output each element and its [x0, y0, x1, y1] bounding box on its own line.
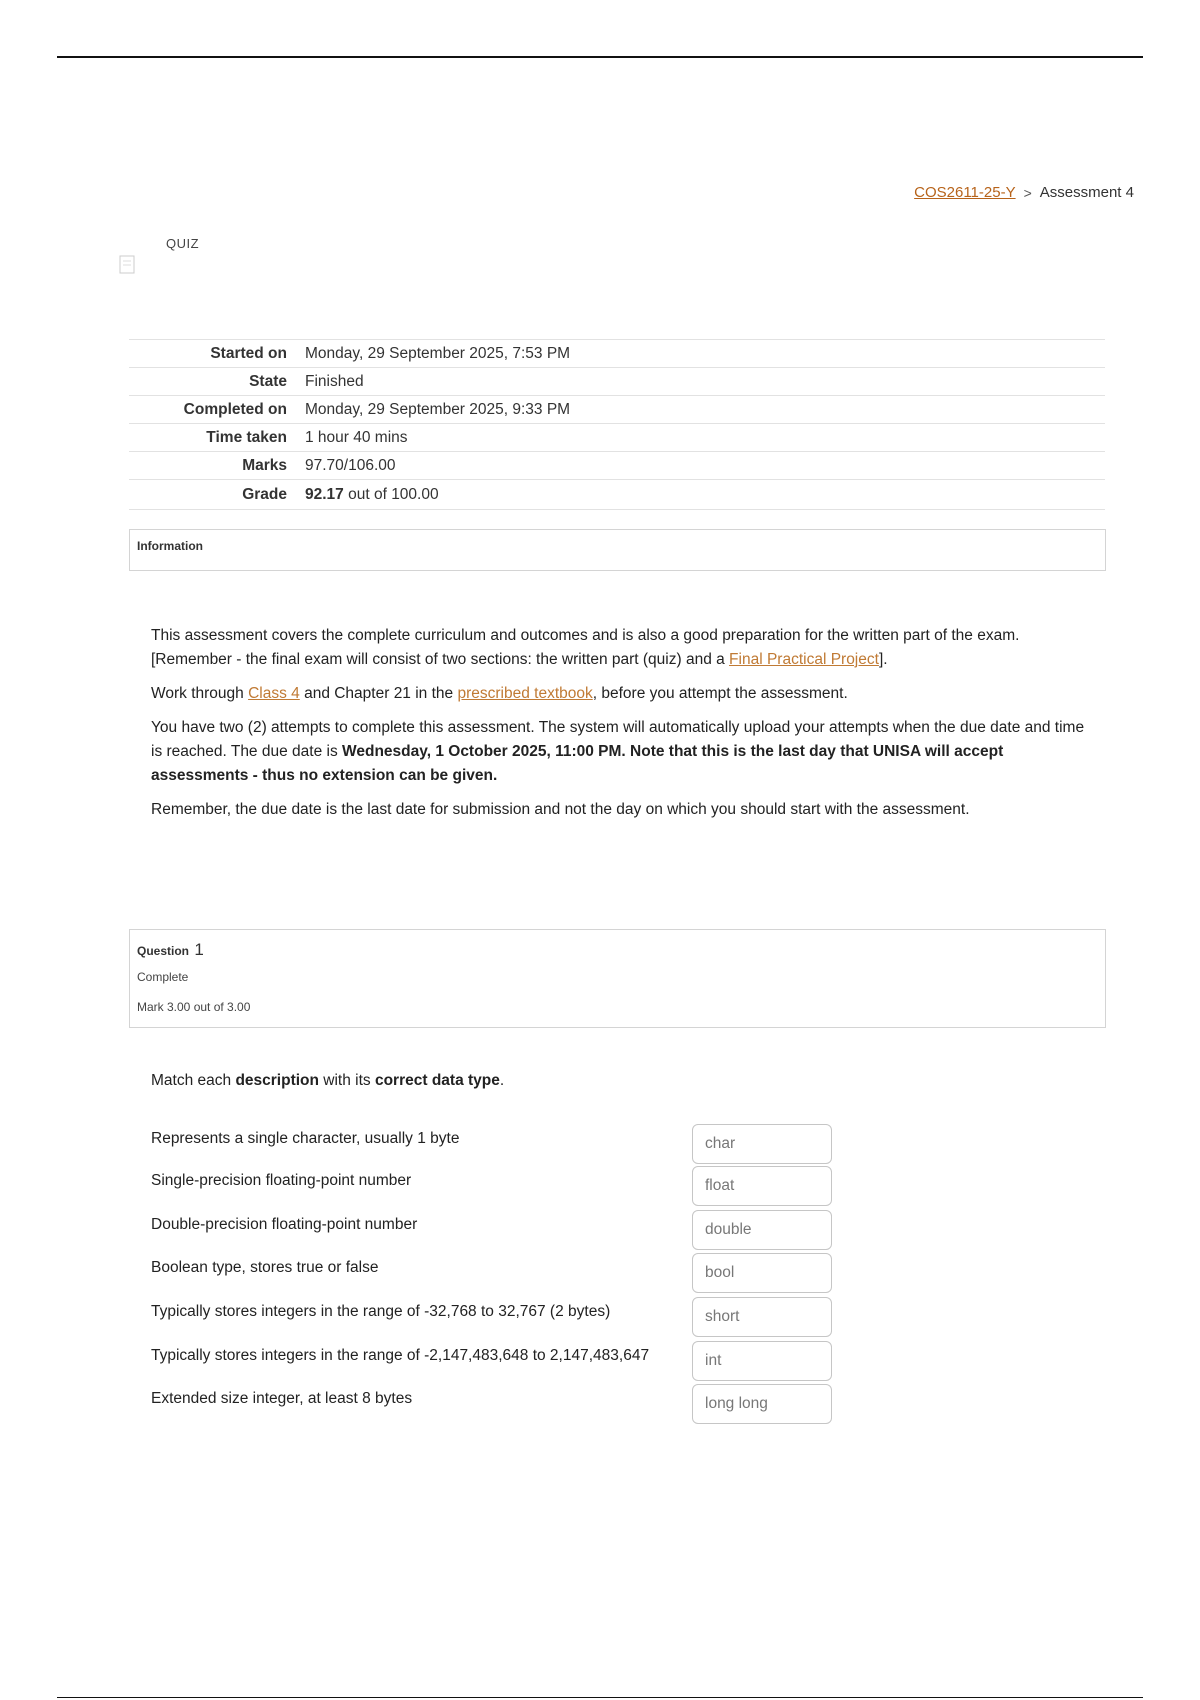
description-paragraph	[151, 716, 1086, 788]
match-item	[151, 1390, 831, 1430]
match-answer-select[interactable]	[692, 1341, 832, 1381]
selected-answer: short	[705, 1308, 740, 1325]
text: .	[499, 1072, 505, 1089]
prescribed-textbook-link[interactable]: prescribed textbook	[457, 685, 593, 702]
description-paragraph: Remember, the due date is the last date for submission and not the day on which you should start with the assessment.	[151, 801, 970, 818]
match-description: Boolean type, stores true or false	[151, 1259, 379, 1276]
information-box	[129, 529, 1106, 571]
summary-label: Time taken	[129, 424, 305, 452]
selected-answer: float	[705, 1177, 735, 1194]
summary-label: Marks	[129, 452, 305, 480]
selected-answer: int	[705, 1352, 722, 1369]
match-item	[151, 1130, 831, 1170]
description-paragraph	[151, 682, 1086, 706]
breadcrumb-course-link[interactable]: COS2611-25-Y	[914, 184, 1016, 201]
due-date-notice: Wednesday, 1 October 2025, 11:00 PM. Note that this is the last day that UNISA will accept assessments - thus no extension can be given.	[151, 743, 1004, 784]
match-description: Typically stores integers in the range of -2,147,483,648 to 2,147,483,647	[151, 1347, 650, 1364]
grade-score: 92.17	[305, 485, 344, 503]
final-practical-project-link[interactable]: Final Practical Project	[729, 651, 879, 668]
match-answer-select[interactable]	[692, 1297, 832, 1337]
match-item	[151, 1216, 831, 1256]
text: with its	[318, 1072, 375, 1089]
chevron-right-icon: >	[1023, 184, 1032, 201]
activity-type-label: QUIZ	[166, 236, 200, 251]
breadcrumb-current: Assessment 4	[1039, 184, 1134, 201]
question-state: Complete	[137, 970, 189, 984]
grade-out-of: out of 100.00	[343, 485, 439, 503]
summary-row	[129, 368, 1105, 396]
summary-value: Monday, 29 September 2025, 7:53 PM	[305, 340, 1105, 368]
text: description	[235, 1072, 319, 1089]
question-label: Question	[137, 944, 190, 958]
summary-row	[129, 424, 1105, 452]
match-answer-select[interactable]	[692, 1124, 832, 1164]
summary-row-grade	[129, 480, 1105, 510]
question-number: 1	[194, 940, 204, 959]
top-rule	[57, 56, 1143, 58]
question-info-box	[129, 929, 1106, 1028]
summary-value: 97.70/106.00	[305, 452, 1105, 480]
attempt-summary-table	[129, 339, 1105, 510]
summary-value: Monday, 29 September 2025, 9:33 PM	[305, 396, 1105, 424]
summary-label: Grade	[129, 480, 305, 510]
question-title	[137, 940, 204, 960]
selected-answer: char	[705, 1135, 736, 1152]
breadcrumb	[914, 184, 1134, 201]
grade-value	[305, 480, 1105, 510]
summary-value: 1 hour 40 mins	[305, 424, 1105, 452]
match-item	[151, 1303, 831, 1343]
match-answer-select[interactable]	[692, 1384, 832, 1424]
text: This assessment covers the complete curriculum and outcomes and is also a good preparation for the written part of the exam. [Remember - the final exam will consist of two sections: the written part (quiz) and a	[151, 627, 1020, 668]
summary-row	[129, 340, 1105, 368]
quiz-icon	[118, 254, 140, 276]
text: and Chapter 21 in the	[299, 685, 458, 702]
class-4-link[interactable]: Class 4	[248, 685, 300, 702]
text: Match each	[151, 1072, 236, 1089]
match-description: Typically stores integers in the range of -32,768 to 32,767 (2 bytes)	[151, 1303, 611, 1320]
description-paragraph	[151, 624, 1086, 672]
information-title: Information	[137, 539, 203, 553]
match-item	[151, 1172, 831, 1212]
summary-row	[129, 452, 1105, 480]
summary-row	[129, 396, 1105, 424]
question-prompt	[151, 1072, 504, 1090]
text: , before you attempt the assessment.	[592, 685, 848, 702]
match-description: Represents a single character, usually 1 byte	[151, 1130, 460, 1147]
summary-label: Started on	[129, 340, 305, 368]
summary-label: Completed on	[129, 396, 305, 424]
match-item	[151, 1259, 831, 1299]
text: Work through	[151, 685, 249, 702]
summary-label: State	[129, 368, 305, 396]
assessment-description	[151, 624, 1086, 832]
text: ].	[878, 651, 888, 668]
summary-value: Finished	[305, 368, 1105, 396]
question-mark: Mark 3.00 out of 3.00	[137, 1000, 251, 1014]
match-answer-select[interactable]	[692, 1210, 832, 1250]
selected-answer: long long	[705, 1395, 768, 1412]
match-description: Extended size integer, at least 8 bytes	[151, 1390, 413, 1407]
text: You have two (2) attempts to complete this assessment. The system will automatically upload your attempts when the due date and time is reached. The due date is	[151, 719, 1085, 760]
match-answer-select[interactable]	[692, 1253, 832, 1293]
bottom-rule	[57, 1697, 1143, 1698]
selected-answer: double	[705, 1221, 752, 1238]
match-description: Double-precision floating-point number	[151, 1216, 418, 1233]
match-item	[151, 1347, 831, 1387]
match-answer-select[interactable]	[692, 1166, 832, 1206]
selected-answer: bool	[705, 1264, 735, 1281]
text: correct data type	[374, 1072, 500, 1089]
match-description: Single-precision floating-point number	[151, 1172, 412, 1189]
